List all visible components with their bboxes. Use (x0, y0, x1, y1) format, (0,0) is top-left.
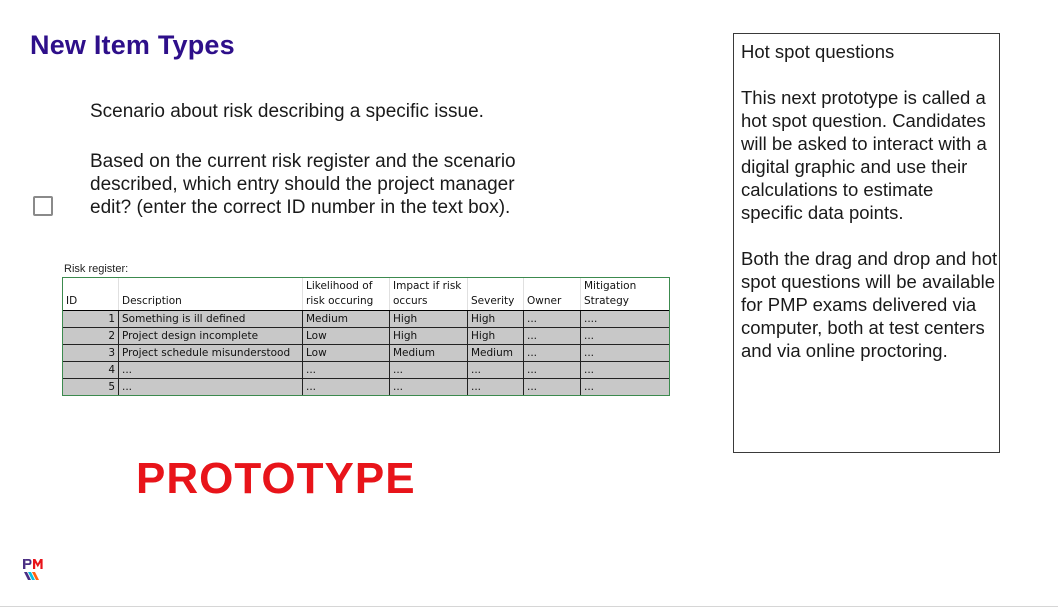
scenario-text: Scenario about risk describing a specific issue. (90, 101, 484, 122)
column-header-impact: Impact if risk occurs (390, 278, 468, 311)
cell-mitigation: ... (581, 379, 670, 396)
cell-impact: ... (390, 362, 468, 379)
hot-spot-notes-panel (733, 33, 1000, 453)
cell-id: 2 (63, 328, 119, 345)
column-header-severity: Severity (468, 278, 524, 311)
cell-owner: ... (524, 345, 581, 362)
cell-description: Something is ill defined (119, 311, 303, 328)
cell-severity: ... (468, 362, 524, 379)
cell-description: ... (119, 362, 303, 379)
cell-mitigation: ... (581, 345, 670, 362)
cell-severity: Medium (468, 345, 524, 362)
pmi-logo (22, 558, 44, 587)
column-header-mitigation: Mitigation Strategy (581, 278, 670, 311)
cell-likelihood: ... (303, 379, 390, 396)
column-header-description: Description (119, 278, 303, 311)
table-row[interactable] (63, 379, 669, 396)
notes-heading: Hot spot questions (741, 41, 895, 62)
cell-description: Project design incomplete (119, 328, 303, 345)
cell-likelihood: ... (303, 362, 390, 379)
cell-severity: ... (468, 379, 524, 396)
table-row[interactable] (63, 328, 669, 345)
notes-paragraph-1: This next prototype is called a hot spot question. Candidates will be asked to interact with a digital graphic and use their calculations to estimate specific data points. (741, 87, 987, 223)
cell-description: Project schedule misunderstood (119, 345, 303, 362)
column-header-likelihood: Likelihood of risk occuring (303, 278, 390, 311)
prototype-stamp: PROTOTYPE (136, 454, 416, 503)
cell-description: ... (119, 379, 303, 396)
cell-owner: ... (524, 311, 581, 328)
cell-impact: ... (390, 379, 468, 396)
cell-severity: High (468, 328, 524, 345)
table-row[interactable] (63, 311, 669, 328)
cell-owner: ... (524, 379, 581, 396)
cell-impact: Medium (390, 345, 468, 362)
column-header-id: ID (63, 278, 119, 311)
slide-title: New Item Types (30, 30, 235, 60)
risk-register-table (63, 278, 669, 395)
cell-impact: High (390, 311, 468, 328)
cell-id: 4 (63, 362, 119, 379)
risk-register[interactable] (62, 277, 670, 396)
cell-mitigation: ... (581, 328, 670, 345)
footer-divider (0, 606, 1058, 607)
cell-mitigation: .... (581, 311, 670, 328)
table-header-row (63, 278, 669, 311)
cell-id: 1 (63, 311, 119, 328)
cell-id: 5 (63, 379, 119, 396)
register-caption: Risk register: (64, 263, 129, 275)
answer-checkbox[interactable] (33, 196, 53, 216)
question-text: Based on the current risk register and the scenario described, which entry should the project manager edit? (enter the correct ID number in the text box). (90, 151, 516, 218)
cell-mitigation: ... (581, 362, 670, 379)
cell-impact: High (390, 328, 468, 345)
cell-id: 3 (63, 345, 119, 362)
table-row[interactable] (63, 362, 669, 379)
cell-owner: ... (524, 328, 581, 345)
column-header-owner: Owner (524, 278, 581, 311)
cell-likelihood: Medium (303, 311, 390, 328)
table-row[interactable] (63, 345, 669, 362)
cell-likelihood: Low (303, 345, 390, 362)
notes-paragraph-2: Both the drag and drop and hot spot questions will be available for PMP exams delivered via computer, both at test centers and via online proctoring. (741, 248, 998, 361)
cell-likelihood: Low (303, 328, 390, 345)
cell-severity: High (468, 311, 524, 328)
pmi-logo-icon (22, 558, 44, 582)
cell-owner: ... (524, 362, 581, 379)
